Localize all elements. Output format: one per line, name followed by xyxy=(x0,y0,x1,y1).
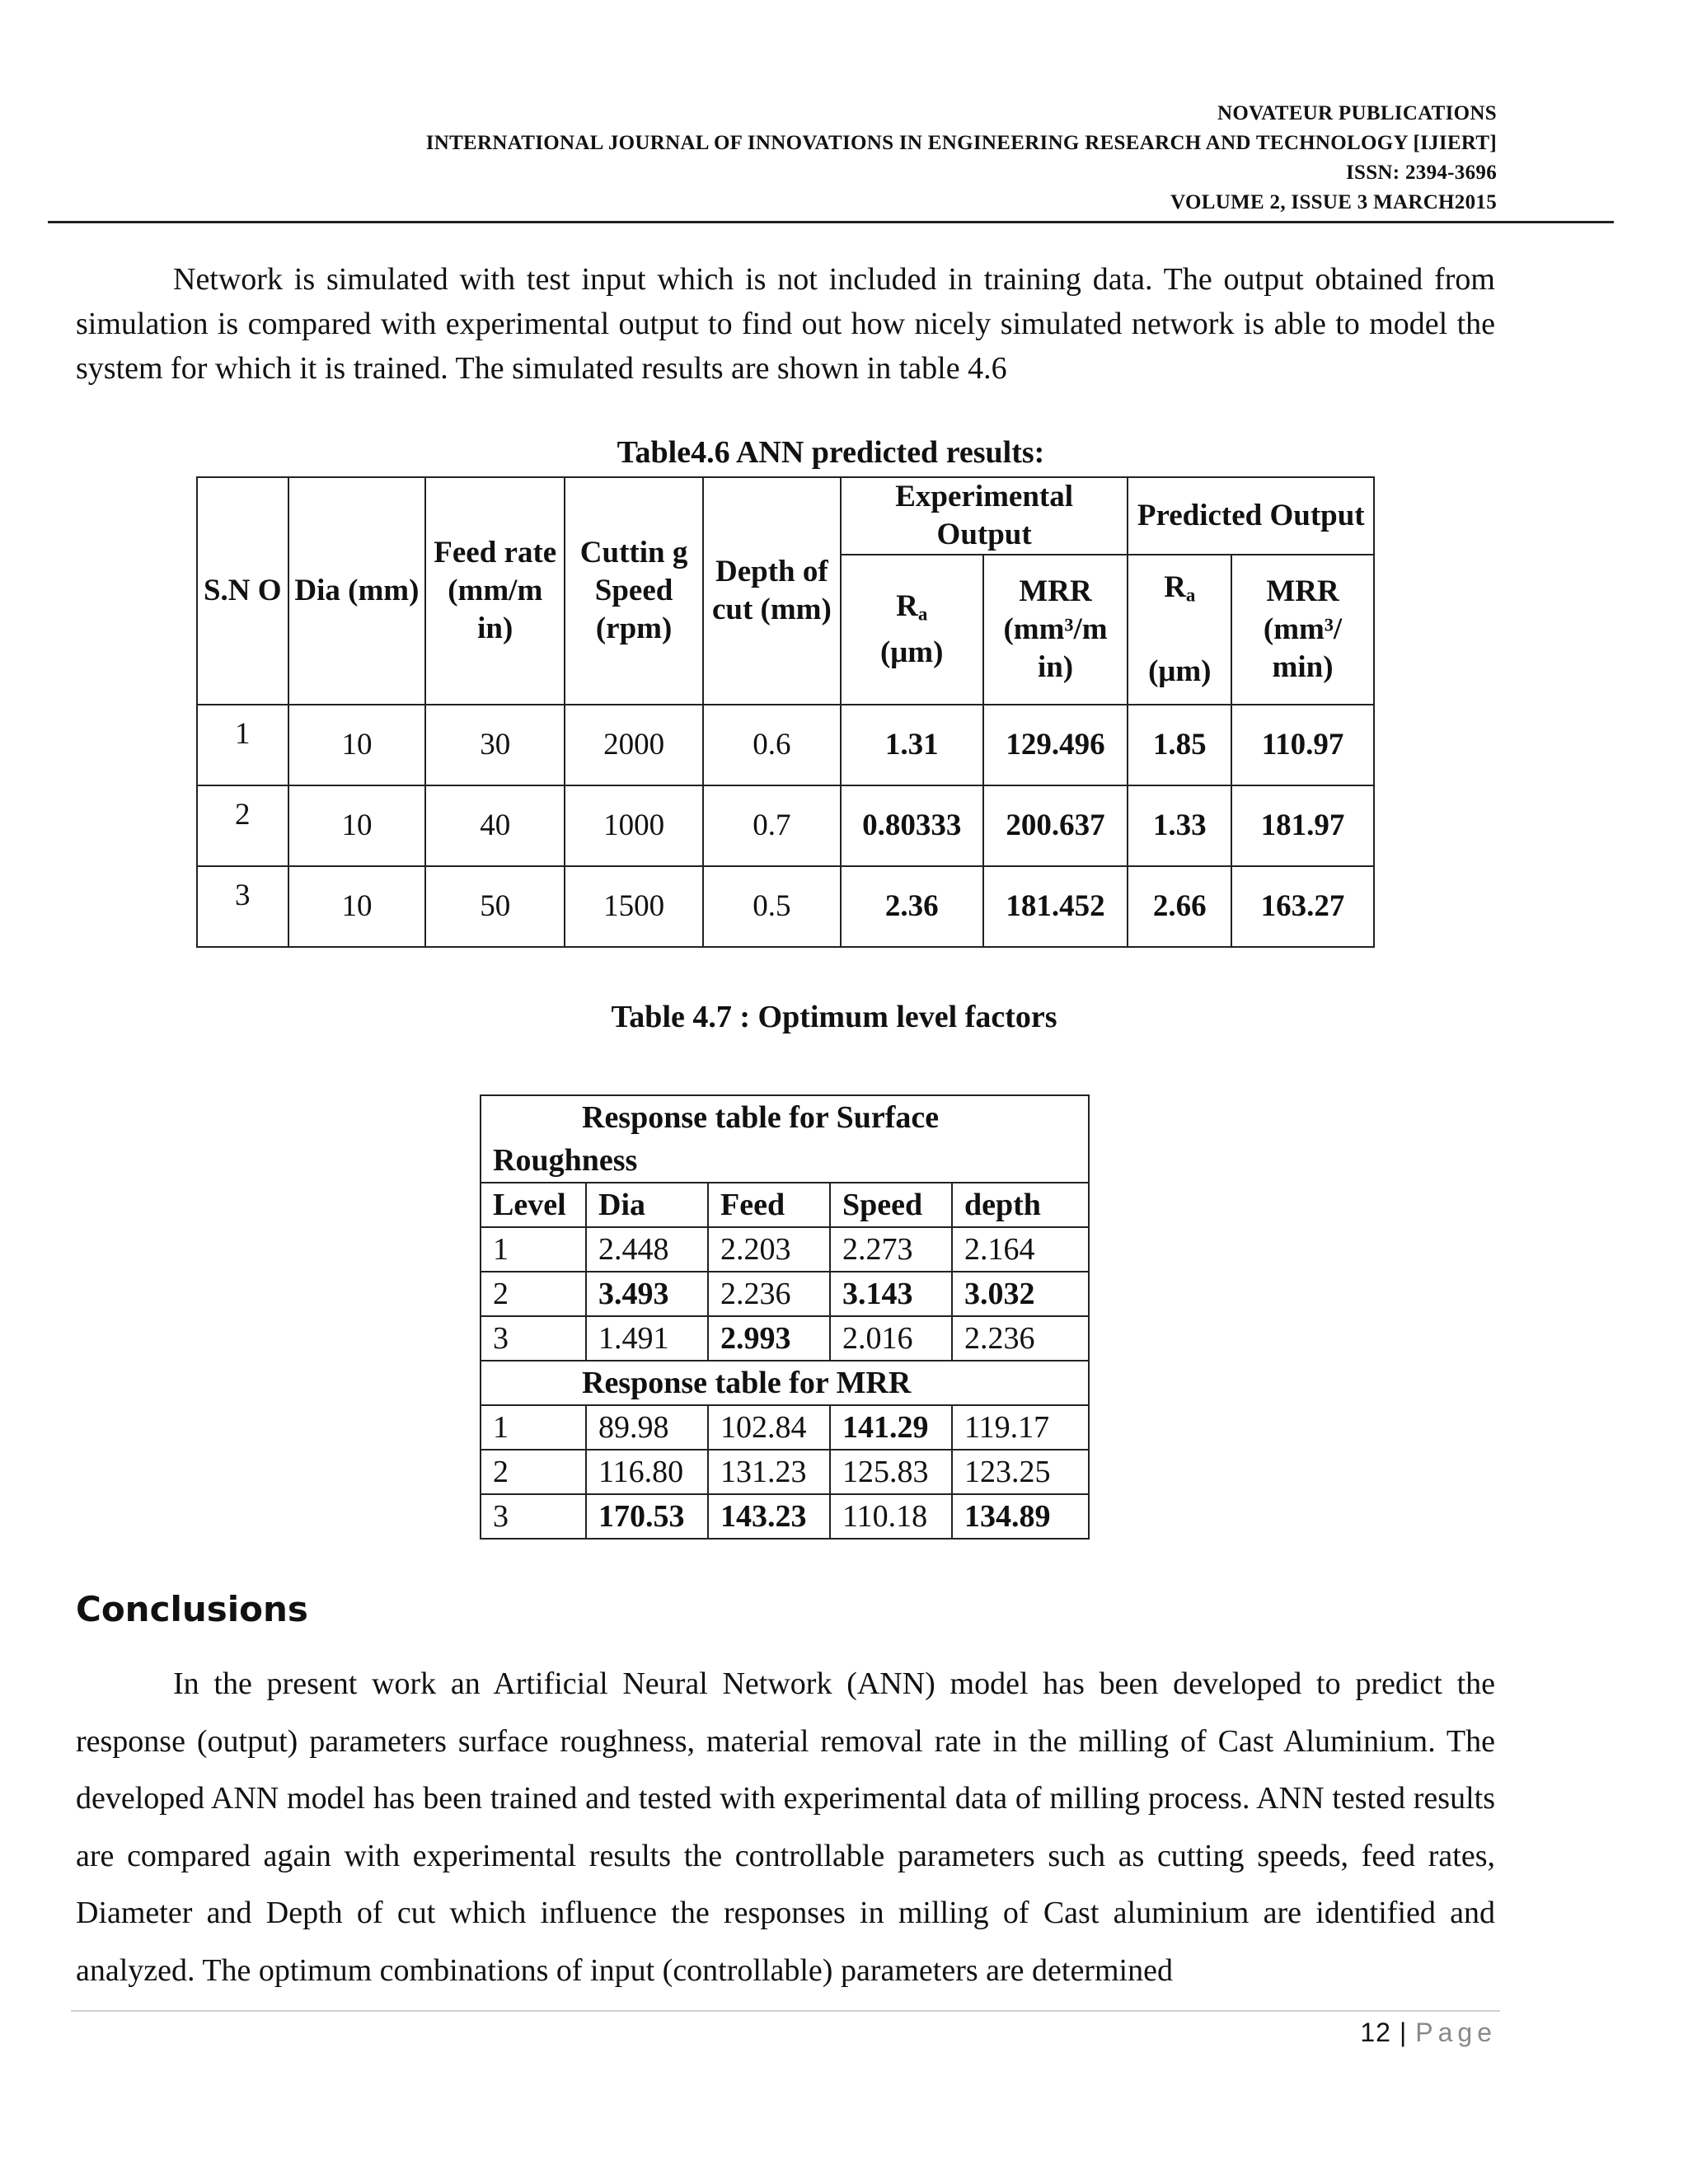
header-pred-ra: Ra (μm) xyxy=(1128,555,1231,705)
table-row: 1 2.448 2.203 2.273 2.164 xyxy=(481,1227,1089,1272)
header-feed-rate: Feed rate (mm/m in) xyxy=(425,477,565,705)
table-row: 2 116.80 131.23 125.83 123.25 xyxy=(481,1450,1089,1494)
header-exp-ra: Ra (μm) xyxy=(841,555,983,705)
column-header-row: Level Dia Feed Speed depth xyxy=(481,1183,1089,1227)
table-row: 1 89.98 102.84 141.29 119.17 xyxy=(481,1405,1089,1450)
conclusions-heading: Conclusions xyxy=(76,1589,308,1629)
issn: ISSN: 2394-3696 xyxy=(1346,162,1497,184)
table-row: 3 1.491 2.993 2.016 2.236 xyxy=(481,1316,1089,1361)
publisher-name: NOVATEUR PUBLICATIONS xyxy=(1217,102,1497,124)
page-number: 12 xyxy=(1360,2018,1391,2047)
table-row: 2 3.493 2.236 3.143 3.032 xyxy=(481,1272,1089,1316)
header-experimental-output: Experimental Output xyxy=(841,477,1128,555)
header-predicted-output: Predicted Output xyxy=(1128,477,1374,555)
journal-name: INTERNATIONAL JOURNAL OF INNOVATIONS IN ENGINEERING RESEARCH AND TECHNOLOGY [IJIERT] xyxy=(425,132,1497,154)
footer-separator: | xyxy=(1399,2018,1408,2047)
table-4-7-optimum-level-factors xyxy=(480,1094,1090,1540)
table-row: 3 10 50 1500 0.5 2.36 181.452 2.66 163.27 xyxy=(197,866,1374,947)
journal-header xyxy=(426,99,1497,218)
header-dia: Dia (mm) xyxy=(288,477,426,705)
table-row: 1 10 30 2000 0.6 1.31 129.496 1.85 110.97 xyxy=(197,705,1374,785)
mrr-response-title: Response table for MRR xyxy=(481,1361,1089,1405)
header-pred-mrr: MRR (mm³/ min) xyxy=(1231,555,1374,705)
page-footer xyxy=(1360,2018,1497,2048)
sr-response-title: Response table for Surface Roughness xyxy=(481,1095,1089,1183)
table-row: 3 170.53 143.23 110.18 134.89 xyxy=(481,1494,1089,1539)
header-divider xyxy=(48,221,1614,223)
table-4-6-caption: Table4.6 ANN predicted results: xyxy=(617,435,1045,470)
footer-divider xyxy=(71,2010,1500,2012)
header-sno: S.N O xyxy=(197,477,288,705)
page-label: Page xyxy=(1415,2018,1497,2047)
table-4-6-ann-predicted-results xyxy=(196,476,1375,948)
header-cutting-speed: Cuttin g Speed (rpm) xyxy=(565,477,703,705)
table-row: 2 10 40 1000 0.7 0.80333 200.637 1.33 181.97 xyxy=(197,785,1374,866)
table-4-7-caption: Table 4.7 : Optimum level factors xyxy=(611,1000,1057,1034)
header-depth-of-cut: Depth of cut (mm) xyxy=(703,477,841,705)
header-exp-mrr: MRR (mm³/m in) xyxy=(983,555,1128,705)
volume-issue: VOLUME 2, ISSUE 3 MARCH2015 xyxy=(1170,191,1497,213)
intro-paragraph: Network is simulated with test input which is not included in training data. The output obtained from simulation is compared with experimental output to find out how nicely simulated network is able to model the system for which it is trained. The simulated results are shown in table 4.6 xyxy=(76,262,1495,386)
conclusions-paragraph: In the present work an Artificial Neural Network (ANN) model has been developed to predict the response (output) parameters surface roughness, material removal rate in the milling of Cast Aluminium. The developed ANN model has been trained and tested with experimental data of milling process. ANN tested results are compared again with experimental results the controllable parameters such as cutting speeds, feed rates, Diameter and Depth of cut which influence the responses in milling of Cast aluminium are identified and analyzed. The optimum combinations of input (controllable) parameters are determined xyxy=(76,1666,1495,1988)
